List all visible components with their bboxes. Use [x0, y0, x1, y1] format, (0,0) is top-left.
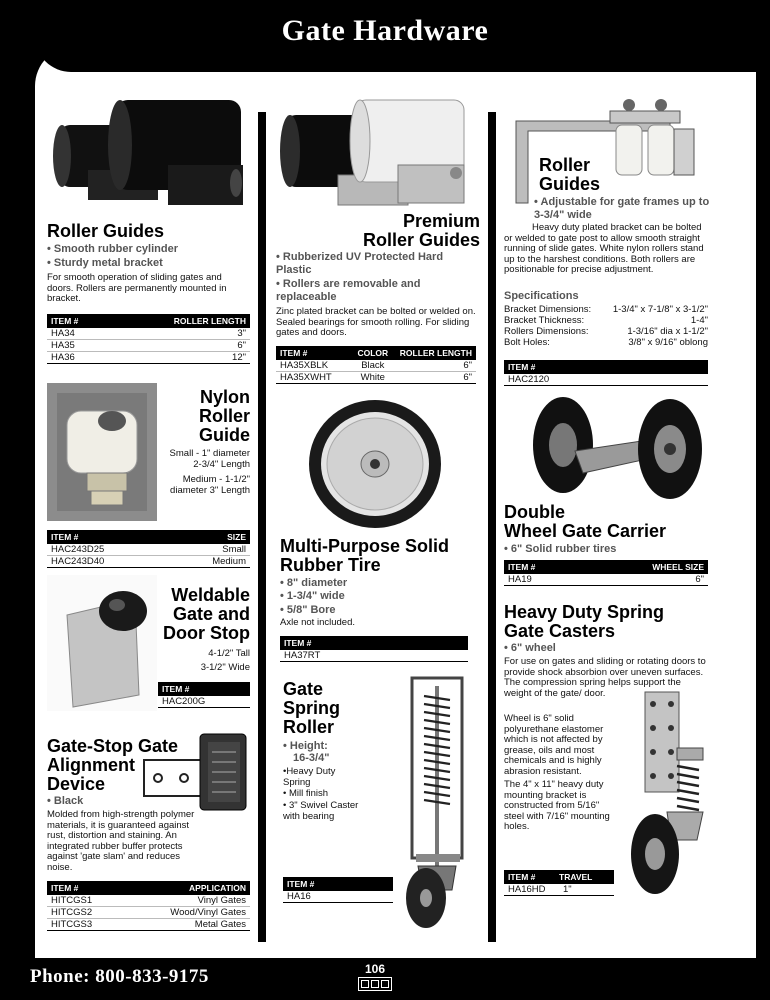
roller-guides-bullet-1: • Smooth rubber cylinder: [47, 243, 178, 255]
title-line: Guide: [198, 425, 250, 445]
title-line: Roller: [539, 155, 591, 175]
table-cell: HAC243D25: [51, 544, 105, 555]
right-border: [756, 40, 770, 1000]
casters-description-1: For use on gates and sliding or rotating doors to provide shock absorbion over uneven surfaces. The compression spring helps support the weight of the gate/ door.: [504, 656, 706, 699]
page-logo-icon: [358, 977, 392, 991]
spec-value: 1-3/4" x 7-1/8" x 3-1/2": [612, 304, 708, 315]
tire-table: [280, 636, 468, 662]
spring-feature-1: •Heavy Duty Spring: [283, 766, 336, 788]
table-header: ROLLER LENGTH: [399, 348, 472, 358]
spec-row: [504, 337, 708, 348]
table-cell: 12": [232, 352, 246, 363]
table-header: ITEM #: [162, 684, 190, 694]
table-row: [47, 352, 250, 364]
table-row: [47, 328, 250, 340]
roller-guides-table: [47, 314, 250, 364]
table-row: [504, 374, 708, 386]
table-cell: Medium: [212, 556, 246, 567]
table-cell: HA35XWHT: [280, 372, 332, 383]
table-cell: HA16HD: [508, 884, 546, 895]
table-row: [504, 574, 708, 586]
weldable-tall: 4-1/2" Tall: [208, 648, 250, 659]
weldable-table: [158, 682, 250, 708]
table-row: [280, 650, 468, 662]
spec-label: Bracket Thickness:: [504, 315, 585, 326]
nylon-table: [47, 530, 250, 568]
table-cell: Small: [222, 544, 246, 555]
table-cell: HAC200G: [162, 696, 206, 707]
specifications-list: [504, 304, 708, 348]
tire-bullet-2: • 1-3/4" wide: [280, 590, 345, 602]
table-cell: HA19: [508, 574, 532, 585]
roller-guides-2-bullet: • Adjustable for gate frames up to 3-3/4" wide: [534, 196, 710, 221]
table-cell: HITCGS3: [51, 919, 93, 930]
table-cell: HITCGS1: [51, 895, 93, 906]
gate-stop-table: [47, 881, 250, 931]
table-row: [47, 556, 250, 568]
column-divider-left: [258, 112, 266, 942]
table-cell: Black: [361, 360, 385, 371]
spring-feature-2: • Mill finish: [283, 788, 329, 799]
premium-roller-guides-title: [300, 212, 480, 250]
title-line: Spring: [283, 698, 340, 718]
spec-row: [504, 315, 708, 326]
table-cell: 6": [463, 372, 472, 383]
column-divider-right: [488, 112, 496, 942]
title-line: Alignment: [47, 755, 135, 775]
roller-guides-2-description: Heavy duty plated bracket can be bolted or welded to gate post to allow smooth straight running of slide gates. White nylon rollers stand up to the harshest conditions. Both rollers are positionable for precise adjustment.: [504, 222, 704, 275]
spec-label: Rollers Dimensions:: [504, 326, 589, 337]
table-header: ITEM #: [51, 316, 79, 326]
title-line: Multi-Purpose Solid: [280, 536, 449, 556]
table-header: ITEM #: [287, 879, 315, 889]
spring-roller-title: [283, 680, 340, 737]
table-header: ITEM #: [508, 362, 536, 372]
weldable-wide: 3-1/2" Wide: [200, 662, 250, 673]
title-line: Roller Guides: [362, 230, 480, 250]
page-number: 106: [364, 962, 386, 976]
table-cell: 6": [237, 340, 246, 351]
weldable-gate-stop-image: [47, 575, 157, 711]
table-header: APPLICATION: [189, 883, 246, 893]
table-row: [47, 895, 250, 907]
phone-number: Phone: 800-833-9175: [30, 966, 209, 987]
table-header: ITEM #: [280, 348, 308, 358]
double-wheel-bullet: • 6" Solid rubber tires: [504, 543, 617, 555]
table-row: [504, 884, 614, 896]
spring-height-value: 16-3/4": [293, 752, 330, 764]
title-line: Gate and: [172, 604, 250, 624]
premium-description: Zinc plated bracket can be bolted or welded on. Sealed bearings for smooth rolling. For sliding gates and doors.: [276, 306, 476, 338]
table-row: [47, 544, 250, 556]
table-row: [47, 919, 250, 931]
title-line: Nylon: [199, 387, 250, 407]
title-line: Roller: [198, 406, 250, 426]
spec-value: 1-4": [690, 315, 708, 326]
title-line: Double: [504, 502, 565, 522]
title-line: Gate: [283, 679, 324, 699]
casters-bullet: • 6" wheel: [504, 642, 556, 654]
spec-value: 1-3/16" dia x 1-1/2": [627, 326, 708, 337]
nylon-small-spec: Small - 1" diameter 2-3/4" Length: [169, 448, 250, 470]
spec-label: Bolt Holes:: [504, 337, 550, 348]
rubber-tire-image: [305, 398, 445, 530]
table-row: [158, 696, 250, 708]
double-wheel-table: [504, 560, 708, 586]
table-cell: HA16: [287, 891, 311, 902]
table-header: TRAVEL: [559, 872, 593, 882]
table-cell: Wood/Vinyl Gates: [170, 907, 246, 918]
table-cell: HITCGS2: [51, 907, 93, 918]
tire-bullet-1: • 8" diameter: [280, 577, 348, 589]
table-header: ITEM #: [51, 532, 79, 542]
casters-description-2: Wheel is 6" solid polyurethane elastomer which is not affected by grease, oils and most chemicals and is highly abrasion resistant.: [504, 713, 604, 777]
title-line: Door Stop: [163, 623, 250, 643]
table-row: [276, 372, 476, 384]
roller-guides-description: For smooth operation of sliding gates and doors. Rollers are permanently mounted in bracket.: [47, 272, 227, 304]
casters-description-3: The 4" x 11" heavy duty mounting bracket is constructed from 5/16" steel with 7/16" mounting holes.: [504, 779, 610, 832]
title-line: Premium: [402, 211, 480, 231]
spec-label: Bracket Dimensions:: [504, 304, 592, 315]
roller-guides-title: Roller Guides: [47, 221, 165, 241]
table-header: ITEM #: [51, 883, 79, 893]
table-header: ROLLER LENGTH: [173, 316, 246, 326]
roller-guides-bullet-2: • Sturdy metal bracket: [47, 257, 163, 269]
table-row: [47, 907, 250, 919]
table-cell: 6": [695, 574, 704, 585]
gate-stop-description: Molded from high-strength polymer materials, it is guaranteed against rust, distortion and staining. An integrated rubber buffer protects against 'gate slam' and reduces noise.: [47, 809, 195, 873]
roller-guides-image: [48, 95, 248, 215]
table-cell: HAC243D40: [51, 556, 105, 567]
spec-value: 3/8" x 9/16" oblong: [628, 337, 708, 348]
title-line: Device: [47, 774, 106, 794]
table-cell: Metal Gates: [194, 919, 246, 930]
title-line: Weldable: [171, 585, 250, 605]
gate-stop-image: [138, 730, 250, 815]
table-cell: HA37RT: [284, 650, 321, 661]
spring-feature-3: • 3" Swivel Caster with bearing: [283, 800, 359, 822]
premium-bullet-2: • Rollers are removable and replaceable: [276, 278, 421, 303]
title-line: Rubber Tire: [280, 555, 381, 575]
table-cell: 1": [563, 884, 572, 895]
title-line: Roller: [283, 717, 335, 737]
table-cell: HA36: [51, 352, 75, 363]
casters-table: [504, 870, 614, 896]
double-wheel-carrier-image: [525, 393, 705, 501]
table-cell: HA35XBLK: [280, 360, 329, 371]
spring-caster-image: [615, 690, 710, 900]
table-cell: Vinyl Gates: [197, 895, 246, 906]
premium-bullet-1: • Rubberized UV Protected Hard Plastic: [276, 251, 444, 276]
tire-bullet-3: • 5/8" Bore: [280, 604, 336, 616]
title-line: Guides: [539, 174, 601, 194]
rubber-tire-title: [280, 537, 449, 575]
table-row: [283, 891, 393, 903]
title-line: Wheel Gate Carrier: [504, 521, 667, 541]
roller-guides-2-table: [504, 360, 708, 386]
spec-row: [504, 304, 708, 315]
nylon-medium-spec: Medium - 1-1/2" diameter 3" Length: [170, 474, 250, 496]
table-cell: 3": [237, 328, 246, 339]
premium-roller-guides-image: [278, 95, 473, 215]
title-line: Gate-Stop Gate: [47, 736, 179, 756]
roller-guides-2-title: [539, 156, 600, 194]
table-header: WHEEL SIZE: [652, 562, 704, 572]
nylon-roller-guide-image: [47, 383, 157, 521]
spec-row: [504, 326, 708, 337]
title-line: Gate Casters: [504, 621, 616, 641]
spring-height-label: • Height:: [283, 740, 328, 752]
weldable-title: [150, 586, 250, 643]
table-header: ITEM #: [508, 872, 536, 882]
page-title: Gate Hardware: [281, 14, 489, 47]
table-cell: 6": [463, 360, 472, 371]
table-row: [276, 360, 476, 372]
spring-roller-image: [396, 676, 476, 934]
tire-note: Axle not included.: [280, 617, 355, 628]
specifications-title: Specifications: [504, 290, 579, 302]
table-header: ITEM #: [284, 638, 312, 648]
spring-casters-title: [504, 603, 664, 641]
table-header: COLOR: [357, 348, 389, 358]
nylon-roller-guide-title: [170, 388, 250, 445]
table-header: SIZE: [227, 532, 246, 542]
gate-stop-bullet: • Black: [47, 795, 84, 807]
table-row: [47, 340, 250, 352]
double-wheel-title: [504, 503, 666, 541]
table-cell: HAC2120: [508, 374, 550, 385]
premium-table: [276, 346, 476, 384]
table-cell: HA34: [51, 328, 75, 339]
title-line: Heavy Duty Spring: [504, 602, 665, 622]
table-cell: White: [360, 372, 385, 383]
table-header: ITEM #: [508, 562, 536, 572]
table-cell: HA35: [51, 340, 75, 351]
spring-roller-table: [283, 877, 393, 903]
